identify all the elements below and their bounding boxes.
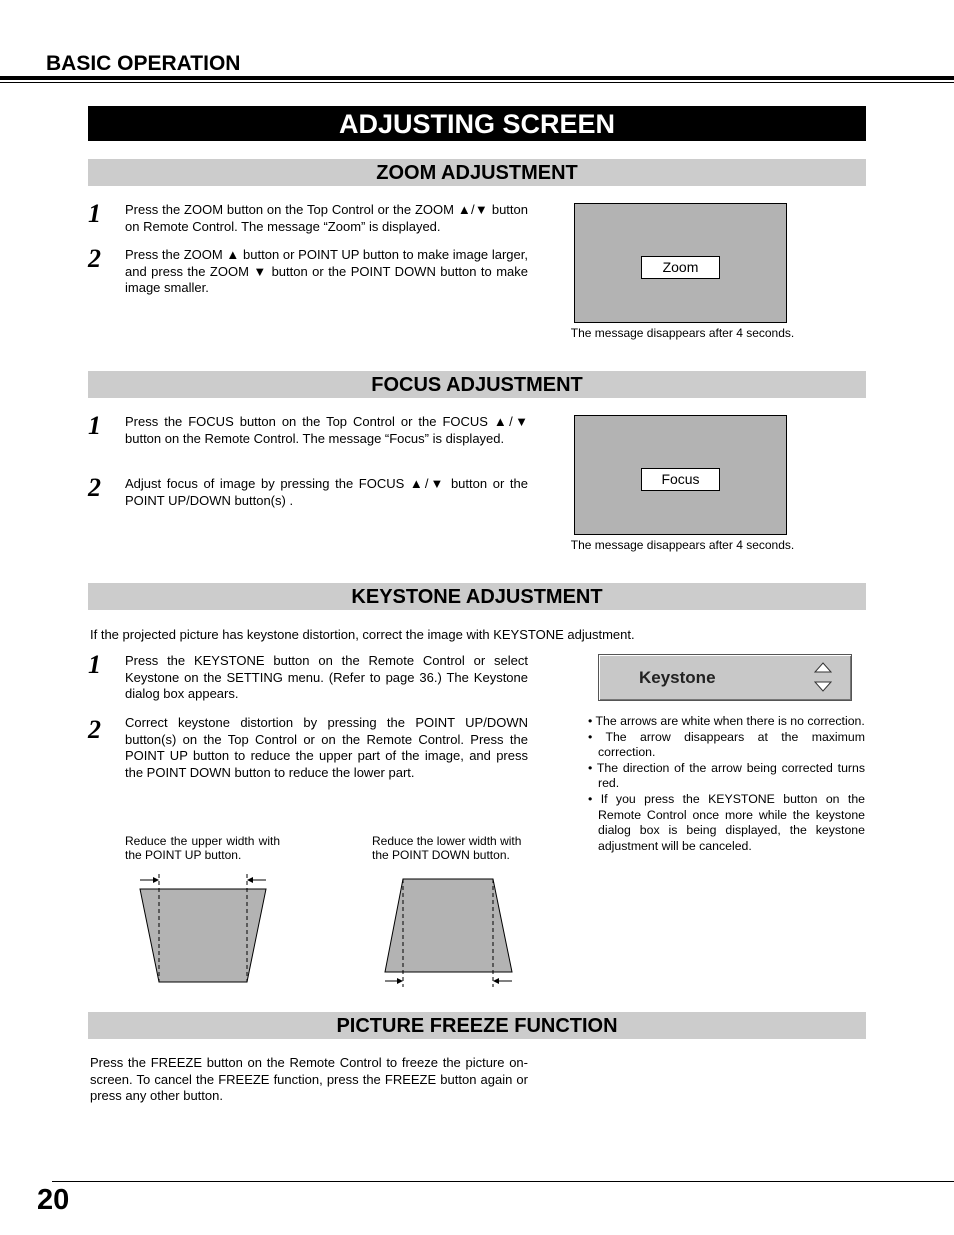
zoom-step-1-number: 1 bbox=[88, 199, 101, 228]
caption-reduce-upper: Reduce the upper width with the POINT UP button. bbox=[125, 834, 280, 862]
focus-caption: The message disappears after 4 seconds. bbox=[570, 538, 795, 552]
zoom-heading: ZOOM ADJUSTMENT bbox=[88, 159, 866, 186]
keystone-step-2-number: 2 bbox=[88, 715, 101, 744]
header-rule bbox=[0, 76, 954, 80]
keystone-step-2-text: Correct keystone distortion by pressing the POINT UP/DOWN button(s) on the Top Control or on the Remote Control. Press the POINT UP button to reduce the upper part of the image, and press the POINT DOWN button to reduce the lower part. bbox=[125, 715, 528, 780]
keystone-note-item: • The arrow disappears at the maximum correction. bbox=[588, 729, 865, 760]
caption-reduce-lower: Reduce the lower width with the POINT DOWN button. bbox=[372, 834, 522, 862]
zoom-step-2-number: 2 bbox=[88, 244, 101, 273]
focus-message-box: Focus bbox=[641, 468, 720, 491]
freeze-heading: PICTURE FREEZE FUNCTION bbox=[88, 1012, 866, 1039]
keystone-note-item: • If you press the KEYSTONE button on the Remote Control once more while the keystone dialog box is being displayed, the keystone adjustment will be canceled. bbox=[588, 791, 865, 853]
focus-step-2-text: Adjust focus of image by pressing the FOCUS ▲/▼ button or the POINT UP/DOWN button(s) . bbox=[125, 476, 528, 508]
zoom-step-1-text: Press the ZOOM button on the Top Control or the ZOOM ▲/▼ button on Remote Control. The message “Zoom” is displayed. bbox=[125, 202, 528, 234]
keystone-heading: KEYSTONE ADJUSTMENT bbox=[88, 583, 866, 610]
keystone-step-1-text: Press the KEYSTONE button on the Remote Control or select Keystone on the SETTING menu. (Refer to page 36.) The Keystone dialog box appears. bbox=[125, 653, 528, 701]
focus-step-2-number: 2 bbox=[88, 473, 101, 502]
section-label: BASIC OPERATION bbox=[46, 52, 241, 75]
zoom-step-2-text: Press the ZOOM ▲ button or POINT UP button to make image larger, and press the ZOOM ▼ button or the POINT DOWN button to make image smaller. bbox=[125, 247, 528, 295]
keystone-note-item: • The arrows are white when there is no correction. bbox=[588, 714, 865, 728]
focus-heading: FOCUS ADJUSTMENT bbox=[88, 371, 866, 398]
keystone-note-item: • The direction of the arrow being corrected turns red. bbox=[588, 760, 865, 791]
header-rule-thin bbox=[0, 82, 954, 83]
page-title: ADJUSTING SCREEN bbox=[88, 106, 866, 141]
footer-rule bbox=[52, 1181, 954, 1182]
keystone-step-1-number: 1 bbox=[88, 650, 101, 679]
focus-screen-illustration bbox=[574, 415, 787, 535]
keystone-notes bbox=[588, 714, 865, 854]
up-down-arrows-icon bbox=[813, 661, 833, 695]
zoom-message-box: Zoom bbox=[641, 256, 720, 279]
freeze-text: Press the FREEZE button on the Remote Control to freeze the picture on-screen. To cancel the FREEZE function, press the FREEZE button again or press any other button. bbox=[90, 1055, 528, 1103]
focus-step-1-number: 1 bbox=[88, 411, 101, 440]
keystone-dialog-label: Keystone bbox=[639, 668, 716, 687]
keystone-intro: If the projected picture has keystone distortion, correct the image with KEYSTONE adjustment. bbox=[90, 627, 635, 642]
page-number: 20 bbox=[37, 1184, 70, 1216]
keystone-upper-illustration bbox=[128, 870, 278, 990]
focus-step-1-text: Press the FOCUS button on the Top Control or the FOCUS ▲/▼ button on the Remote Control. The message “Focus” is displayed. bbox=[125, 414, 528, 446]
keystone-lower-illustration bbox=[373, 870, 523, 990]
zoom-caption: The message disappears after 4 seconds. bbox=[570, 326, 795, 340]
keystone-dialog bbox=[598, 654, 852, 701]
zoom-screen-illustration bbox=[574, 203, 787, 323]
